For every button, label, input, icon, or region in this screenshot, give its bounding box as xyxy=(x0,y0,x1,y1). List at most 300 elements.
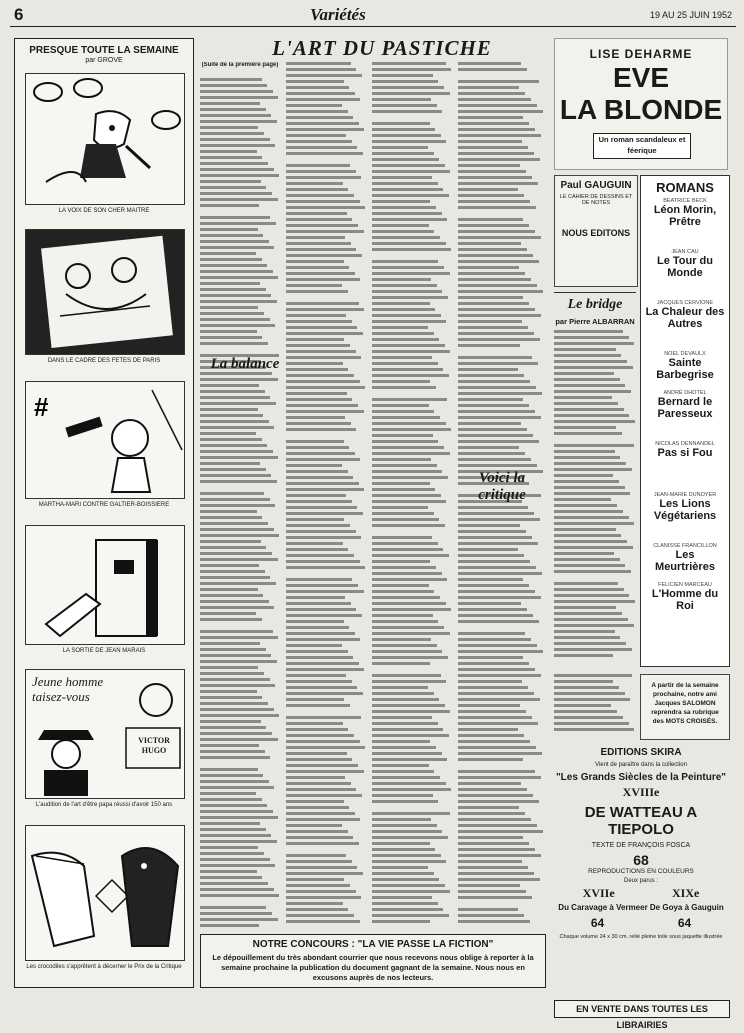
text-line xyxy=(286,554,354,557)
text-line xyxy=(458,380,530,383)
text-line xyxy=(286,890,356,893)
text-line xyxy=(200,822,260,825)
text-line xyxy=(200,180,261,183)
text-line xyxy=(458,584,529,587)
text-line xyxy=(458,332,534,335)
text-line xyxy=(458,698,540,701)
text-line xyxy=(458,602,521,605)
text-line xyxy=(200,612,256,615)
text-line xyxy=(372,656,448,659)
text-line xyxy=(286,380,360,383)
text-line xyxy=(286,536,361,539)
text-line xyxy=(458,860,522,863)
text-line xyxy=(554,582,618,585)
text-line xyxy=(200,726,266,729)
text-line xyxy=(458,200,530,203)
text-line xyxy=(554,588,624,591)
text-line xyxy=(554,528,616,531)
text-line xyxy=(372,140,446,143)
text-line xyxy=(372,452,450,455)
text-line xyxy=(458,404,529,407)
text-line xyxy=(286,500,352,503)
bridge-text xyxy=(554,330,636,664)
issue-date: 19 AU 25 JUIN 1952 xyxy=(649,10,732,20)
text-line xyxy=(286,854,346,857)
text-line xyxy=(458,284,537,287)
text-line xyxy=(200,204,259,207)
text-line xyxy=(372,488,435,491)
skira-line: Vient de paraître dans la collection xyxy=(595,762,687,768)
cartoon-panel-3 xyxy=(25,381,185,499)
text-line xyxy=(372,422,446,425)
salomon-notice xyxy=(640,674,730,740)
text-line xyxy=(200,798,262,801)
text-line xyxy=(200,390,265,393)
text-line xyxy=(458,578,523,581)
article-column-3 xyxy=(372,62,452,928)
roman-item xyxy=(645,441,725,459)
text-line xyxy=(286,734,354,737)
text-line xyxy=(200,426,274,429)
text-line xyxy=(286,266,349,269)
article-column-2 xyxy=(286,62,366,928)
text-line xyxy=(458,542,538,545)
article-title: L'ART DU PASTICHE xyxy=(272,36,492,60)
text-line xyxy=(372,242,446,245)
text-line xyxy=(200,342,268,345)
text-line xyxy=(372,122,430,125)
text-line xyxy=(458,620,539,623)
text-line xyxy=(286,668,364,671)
text-line xyxy=(200,666,258,669)
skira-century: XVIIIe xyxy=(622,785,660,799)
roman-title: Pas si Fou xyxy=(657,447,713,459)
text-line xyxy=(372,722,438,725)
skira-num: 68 xyxy=(633,852,649,868)
text-line xyxy=(286,884,350,887)
text-line xyxy=(286,548,348,551)
text-line xyxy=(372,314,441,317)
text-line xyxy=(286,818,360,821)
text-line xyxy=(200,882,268,885)
text-line xyxy=(286,746,365,749)
text-line xyxy=(554,546,633,549)
text-line xyxy=(286,650,348,653)
text-line xyxy=(458,272,525,275)
text-line xyxy=(458,776,541,779)
text-line xyxy=(372,776,440,779)
text-line xyxy=(458,674,541,677)
text-line xyxy=(286,560,360,563)
text-line xyxy=(372,866,428,869)
text-line xyxy=(286,110,348,113)
text-line xyxy=(458,128,535,131)
text-line xyxy=(286,506,357,509)
page-header xyxy=(10,4,736,27)
text-line xyxy=(286,578,352,581)
text-line xyxy=(200,480,277,483)
text-line xyxy=(286,530,356,533)
text-line xyxy=(458,842,529,845)
text-line xyxy=(554,372,614,375)
text-line xyxy=(286,512,363,515)
text-line xyxy=(200,174,279,177)
text-line xyxy=(286,326,357,329)
text-line xyxy=(200,498,270,501)
text-line xyxy=(200,864,275,867)
text-line xyxy=(200,474,271,477)
text-line xyxy=(286,620,344,623)
text-line xyxy=(372,236,440,239)
text-line xyxy=(372,506,428,509)
contest-box xyxy=(200,934,546,988)
skira-price: Chaque volume 24 x 30 cm. relié pleine toile sous jaquette illustrée xyxy=(559,934,723,940)
text-line xyxy=(200,918,278,921)
text-line xyxy=(200,270,273,273)
text-line xyxy=(372,170,450,173)
text-line xyxy=(372,686,428,689)
text-line xyxy=(286,68,356,71)
text-line xyxy=(458,398,523,401)
text-line xyxy=(200,396,270,399)
text-line xyxy=(554,630,615,633)
page-number: 6 xyxy=(14,5,24,24)
gauguin-name: Paul GAUGUIN xyxy=(560,180,632,191)
text-line xyxy=(458,878,540,881)
cartoon-title: PRESQUE TOUTE LA SEMAINE xyxy=(29,45,179,56)
text-line xyxy=(458,308,535,311)
skira-collection: "Les Grands Siècles de la Peinture" xyxy=(555,772,727,783)
text-line xyxy=(200,714,279,717)
cartoon-speech: Jeune homme taisez-vous xyxy=(32,674,104,704)
text-line xyxy=(458,728,518,731)
text-line xyxy=(286,728,348,731)
roman-author: CLANISSE FRANCILLON xyxy=(653,543,717,549)
text-line xyxy=(200,168,274,171)
skira-footer: EN VENTE DANS TOUTES LES LIBRAIRIES xyxy=(554,1000,730,1018)
text-line xyxy=(458,818,531,821)
text-line xyxy=(554,384,625,387)
text-line xyxy=(286,350,356,353)
text-line xyxy=(372,188,443,191)
text-line xyxy=(286,206,365,209)
text-line xyxy=(200,732,272,735)
roman-title: Sainte Barbegrise xyxy=(656,357,714,381)
text-line xyxy=(286,446,349,449)
text-line xyxy=(372,428,451,431)
text-line xyxy=(458,854,541,857)
text-line xyxy=(458,656,523,659)
text-line xyxy=(554,408,624,411)
text-line xyxy=(372,896,432,899)
text-line xyxy=(554,474,613,477)
text-line xyxy=(372,110,442,113)
text-line xyxy=(286,314,346,317)
roman-title: Le Tour du Monde xyxy=(656,255,713,279)
text-line xyxy=(372,128,435,131)
text-line xyxy=(372,902,438,905)
text-line xyxy=(286,662,359,665)
text-line xyxy=(458,254,533,257)
text-line xyxy=(286,134,346,137)
text-line xyxy=(286,416,345,419)
text-line xyxy=(554,606,616,609)
text-line xyxy=(200,120,277,123)
text-line xyxy=(200,132,264,135)
text-line xyxy=(200,276,278,279)
text-line xyxy=(458,344,520,347)
text-line xyxy=(372,728,443,731)
skira-vol: Du Caravage à Vermeer De Goya à Gauguin xyxy=(558,903,724,912)
text-line xyxy=(286,590,364,593)
text-line xyxy=(286,782,351,785)
text-line xyxy=(458,248,527,251)
text-line xyxy=(458,194,524,197)
text-line xyxy=(286,464,342,467)
text-line xyxy=(372,74,433,77)
text-line xyxy=(286,614,362,617)
text-line xyxy=(200,330,257,333)
text-line xyxy=(372,320,446,323)
text-line xyxy=(458,572,542,575)
text-line xyxy=(458,692,534,695)
text-line xyxy=(458,428,527,431)
text-line xyxy=(372,692,434,695)
bridge-text-end xyxy=(554,674,636,738)
text-line xyxy=(200,546,266,549)
text-line xyxy=(372,734,449,737)
text-line xyxy=(458,890,526,893)
roman-title: Les Meurtrières xyxy=(655,549,715,573)
text-line xyxy=(200,264,267,267)
text-line xyxy=(458,362,538,365)
text-line xyxy=(458,416,541,419)
text-line xyxy=(200,840,277,843)
text-line xyxy=(286,806,349,809)
text-line xyxy=(286,302,359,305)
roman-author: NICOLAS DENNANDEL xyxy=(655,441,715,447)
text-line xyxy=(372,362,438,365)
cartoon-caption-6: Les crocodiles s'apprêtent à décerner le Prix de la Critique xyxy=(26,964,182,970)
text-line xyxy=(372,890,450,893)
text-line xyxy=(372,374,449,377)
text-line xyxy=(372,200,430,203)
text-line xyxy=(286,290,348,293)
text-line xyxy=(372,824,437,827)
text-line xyxy=(286,740,360,743)
text-line xyxy=(200,768,258,771)
text-line xyxy=(458,266,519,269)
text-line xyxy=(200,702,268,705)
eve-title-1: EVE xyxy=(612,62,670,93)
roman-item xyxy=(645,249,725,279)
text-line xyxy=(554,558,620,561)
roman-title: L'Homme du Roi xyxy=(651,588,719,612)
text-line xyxy=(372,470,442,473)
text-line xyxy=(200,606,274,609)
text-line xyxy=(200,198,278,201)
text-line xyxy=(458,314,541,317)
text-line xyxy=(200,252,256,255)
text-line xyxy=(554,594,629,597)
roman-title: Bernard le Paresseux xyxy=(657,396,713,420)
text-line xyxy=(554,648,632,651)
text-line xyxy=(458,440,539,443)
text-line xyxy=(372,848,435,851)
text-line xyxy=(200,108,266,111)
text-line xyxy=(286,896,361,899)
text-line xyxy=(286,332,363,335)
text-line xyxy=(554,692,625,695)
cartoon-caption-1: LA VOIX DE SON CHER MAITRE xyxy=(58,208,150,214)
text-line xyxy=(458,920,530,923)
text-line xyxy=(286,308,364,311)
text-line xyxy=(372,218,447,221)
text-line xyxy=(458,836,523,839)
text-line xyxy=(286,776,345,779)
text-line xyxy=(554,426,616,429)
text-line xyxy=(372,920,430,923)
gauguin-sub: LE CAHIER DE DESSINS ET DE NOTES xyxy=(559,194,633,206)
text-line xyxy=(458,644,537,647)
text-line xyxy=(458,524,520,527)
text-line xyxy=(554,710,617,713)
text-line xyxy=(286,812,355,815)
text-line xyxy=(200,564,259,567)
text-line xyxy=(458,374,524,377)
text-line xyxy=(372,272,450,275)
text-line xyxy=(200,690,257,693)
text-line xyxy=(200,246,274,249)
text-line xyxy=(200,228,258,231)
text-line xyxy=(372,458,431,461)
roman-item xyxy=(645,351,725,381)
text-line xyxy=(200,876,262,879)
text-line xyxy=(286,86,349,89)
cartoon-author: par GROVE xyxy=(85,57,123,64)
text-line xyxy=(372,152,434,155)
contest-title: NOTRE CONCOURS : "LA VIE PASSE LA FICTION" xyxy=(252,939,494,950)
text-line xyxy=(286,626,349,629)
text-line xyxy=(286,398,352,401)
roman-title: Léon Morin, Prêtre xyxy=(653,204,717,228)
text-line xyxy=(554,366,633,369)
salomon-text: A partir de la semaine prochaine, notre ami Jacques SALOMON reprendra sa rubrique des MOTS CROISÉS. xyxy=(651,682,719,725)
text-line xyxy=(554,618,628,621)
text-line xyxy=(372,818,431,821)
text-line xyxy=(200,240,269,243)
text-line xyxy=(286,752,347,755)
text-line xyxy=(200,456,278,459)
text-line xyxy=(458,824,537,827)
text-line xyxy=(372,908,443,911)
text-line xyxy=(372,758,447,761)
text-line xyxy=(286,704,350,707)
cartoon-panel-1 xyxy=(25,73,185,205)
text-line xyxy=(372,578,447,581)
text-line xyxy=(372,266,444,269)
text-line xyxy=(200,126,258,129)
text-line xyxy=(458,662,529,665)
text-line xyxy=(372,842,430,845)
text-line xyxy=(372,230,434,233)
text-line xyxy=(458,758,523,761)
text-line xyxy=(554,540,627,543)
text-line xyxy=(372,176,432,179)
text-line xyxy=(372,674,441,677)
text-line xyxy=(458,506,528,509)
text-line xyxy=(200,696,262,699)
text-line xyxy=(200,150,257,153)
text-line xyxy=(372,830,442,833)
text-line xyxy=(200,594,263,597)
text-line xyxy=(372,464,437,467)
text-line xyxy=(200,588,258,591)
text-line xyxy=(554,486,625,489)
eve-title-2: LA BLONDE xyxy=(559,94,723,125)
text-line xyxy=(372,308,435,311)
text-line xyxy=(372,704,445,707)
text-line xyxy=(554,642,626,645)
text-line xyxy=(286,794,362,797)
text-line xyxy=(372,302,430,305)
text-line xyxy=(286,98,360,101)
text-line xyxy=(372,284,437,287)
text-line xyxy=(200,408,258,411)
text-line xyxy=(372,620,438,623)
text-line xyxy=(554,534,621,537)
text-line xyxy=(286,200,360,203)
text-line xyxy=(458,566,536,569)
text-line xyxy=(458,422,521,425)
text-line xyxy=(372,644,437,647)
text-line xyxy=(554,396,612,399)
text-line xyxy=(372,380,430,383)
text-line xyxy=(458,446,519,449)
text-line xyxy=(372,740,430,743)
text-line xyxy=(458,86,519,89)
article-continued: (Suite de la première page) xyxy=(201,62,279,68)
text-line xyxy=(200,576,270,579)
text-line xyxy=(554,342,634,345)
text-line xyxy=(372,296,448,299)
text-line xyxy=(458,746,536,749)
text-line xyxy=(372,326,428,329)
text-line xyxy=(372,356,432,359)
text-line xyxy=(200,384,259,387)
text-line xyxy=(286,176,361,179)
text-line xyxy=(286,254,362,257)
text-line xyxy=(372,710,450,713)
text-line xyxy=(286,644,342,647)
text-line xyxy=(286,800,344,803)
text-line xyxy=(458,170,526,173)
text-line xyxy=(458,296,523,299)
text-line xyxy=(200,888,274,891)
text-line xyxy=(200,852,264,855)
roman-author: JACQUES CERVIONE xyxy=(656,300,714,306)
text-line xyxy=(286,80,344,83)
text-line xyxy=(200,186,266,189)
text-line xyxy=(554,390,631,393)
text-line xyxy=(554,674,632,677)
text-line xyxy=(554,716,623,719)
text-line xyxy=(372,572,442,575)
cartoon-caption-2: DANS LE CADRE DES FETES DE PARIS xyxy=(47,358,161,364)
text-line xyxy=(554,516,629,519)
text-line xyxy=(372,146,428,149)
cartoon-sign: VICTOR HUGO xyxy=(138,736,170,755)
